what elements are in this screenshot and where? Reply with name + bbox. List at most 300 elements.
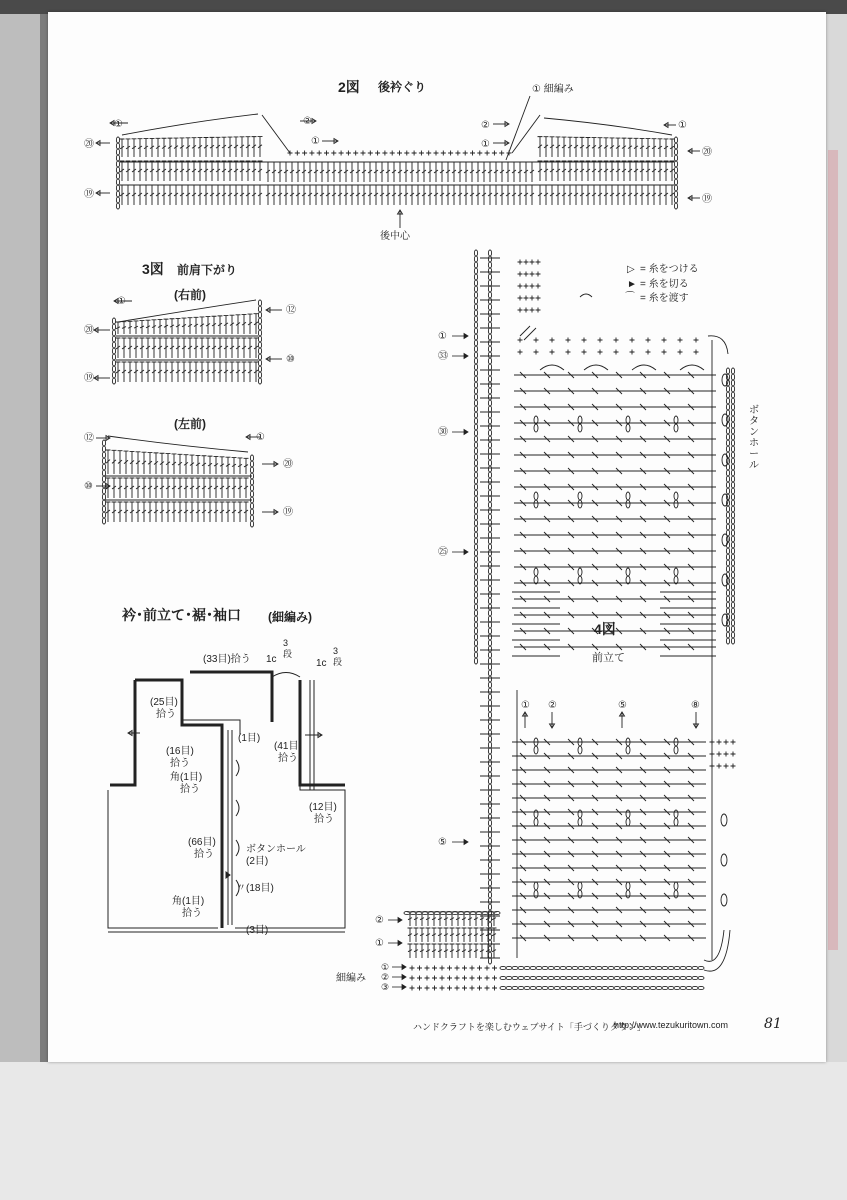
fig4-row-label: ㉚ <box>438 427 448 438</box>
dc-cluster <box>578 890 582 898</box>
chain-stitch <box>731 560 734 566</box>
chain-stitch <box>258 348 261 354</box>
chain-stitch <box>554 976 560 979</box>
chain-stitch <box>488 940 491 946</box>
chain-stitch <box>488 256 491 262</box>
single-crochet-symbol <box>524 284 529 289</box>
chain-stitch <box>488 574 491 580</box>
collar-label: 拾う <box>278 753 298 764</box>
dc-cluster <box>674 818 678 826</box>
collar-label: (2目) <box>246 856 269 867</box>
chain-stitch <box>650 976 656 979</box>
double-crochet-symbol <box>170 319 175 334</box>
chain-stitch <box>474 490 477 496</box>
chain-stitch <box>488 634 491 640</box>
double-crochet-symbol <box>186 185 191 205</box>
single-crochet-symbol <box>492 986 497 991</box>
double-crochet-symbol <box>574 185 579 205</box>
chain-stitch <box>474 640 477 646</box>
double-crochet-symbol <box>218 316 223 334</box>
chain-stitch <box>686 976 692 979</box>
chain-stitch <box>488 514 491 520</box>
neck-edge <box>262 115 290 153</box>
fig2-row-label: ① <box>678 120 687 131</box>
fig2-title: 2図 <box>338 79 360 95</box>
fig2-inner-label: ② <box>481 120 490 131</box>
double-crochet-symbol <box>518 162 523 182</box>
chain-stitch <box>488 580 491 586</box>
chain-stitch <box>726 548 729 554</box>
chain-stitch <box>674 161 677 167</box>
single-crochet-symbol <box>447 976 452 981</box>
double-crochet-symbol <box>112 502 117 522</box>
buttonhole-curve <box>236 760 239 896</box>
chain-stitch <box>112 354 115 360</box>
chain-stitch <box>726 392 729 398</box>
chain-stitch <box>548 966 554 969</box>
chain-stitch <box>474 346 477 352</box>
double-crochet-symbol <box>524 162 529 182</box>
double-crochet-symbol <box>604 185 609 205</box>
fig4-arrow-label: ⑤ <box>618 700 627 711</box>
chain-stitch <box>590 976 596 979</box>
chain-stitch <box>488 532 491 538</box>
dc-cluster <box>578 424 582 432</box>
chain-stitch <box>488 934 491 940</box>
fig2-row-label: ⑲ <box>84 189 94 200</box>
chain-stitch <box>488 838 491 844</box>
double-crochet-symbol <box>216 161 221 181</box>
double-crochet-symbol <box>166 502 171 522</box>
dc-cluster <box>674 568 678 576</box>
dc-cluster <box>534 882 538 890</box>
chain-stitch <box>488 412 491 418</box>
chain-stitch <box>116 161 119 167</box>
chain-stitch <box>488 922 491 928</box>
double-crochet-symbol <box>538 161 543 181</box>
chain-stitch <box>572 976 578 979</box>
double-crochet-symbol <box>204 161 209 181</box>
double-crochet-symbol <box>194 338 199 358</box>
double-crochet-symbol <box>124 478 129 498</box>
double-crochet-symbol <box>212 338 217 358</box>
double-crochet-symbol <box>470 185 475 205</box>
double-crochet-symbol <box>222 161 227 181</box>
chain-stitch <box>474 424 477 430</box>
double-crochet-symbol <box>308 162 313 182</box>
legend-chain-icon <box>580 294 592 297</box>
chain-stitch <box>524 976 530 979</box>
single-crochet-symbol <box>530 284 535 289</box>
chain-stitch <box>731 380 734 386</box>
chain-stitch <box>474 286 477 292</box>
double-crochet-symbol <box>302 185 307 205</box>
double-crochet-symbol <box>148 502 153 522</box>
chain-stitch <box>560 966 566 969</box>
single-crochet-symbol <box>492 151 497 156</box>
double-crochet-symbol <box>278 185 283 205</box>
double-crochet-symbol <box>128 321 133 334</box>
double-crochet-symbol <box>208 502 213 522</box>
double-crochet-symbol <box>428 185 433 205</box>
chain-stitch <box>474 598 477 604</box>
chain-stitch <box>488 640 491 646</box>
chain-stitch <box>584 986 590 989</box>
single-crochet-symbol <box>717 740 722 745</box>
chain-stitch <box>112 348 115 354</box>
double-crochet-symbol <box>426 928 431 942</box>
chain-stitch <box>488 826 491 832</box>
chain-stitch <box>488 388 491 394</box>
chain-stitch <box>731 392 734 398</box>
double-crochet-symbol <box>524 185 529 205</box>
chain-stitch <box>726 554 729 560</box>
single-crochet-symbol <box>492 966 497 971</box>
chain-stitch <box>488 832 491 838</box>
shoulder-edge <box>122 114 258 135</box>
shoulder-edge <box>544 118 672 135</box>
single-crochet-symbol <box>417 986 422 991</box>
double-crochet-symbol <box>616 185 621 205</box>
single-crochet-symbol <box>530 296 535 301</box>
chain-stitch <box>488 952 491 958</box>
chain-stitch <box>488 250 491 256</box>
row-arrow-head <box>402 985 406 990</box>
buttonhole-loop <box>722 574 728 586</box>
chain-stitch <box>572 986 578 989</box>
double-crochet-symbol <box>172 502 177 522</box>
double-crochet-symbol <box>160 478 165 498</box>
single-crochet-symbol <box>536 308 541 313</box>
double-crochet-symbol <box>198 138 203 157</box>
chain-stitch <box>250 521 253 527</box>
chain-stitch <box>731 614 734 620</box>
chain-stitch <box>731 566 734 572</box>
chain-stitch <box>731 554 734 560</box>
chain-stitch <box>542 986 548 989</box>
single-crochet-symbol <box>417 976 422 981</box>
chain-stitch <box>488 538 491 544</box>
double-crochet-symbol <box>218 362 223 382</box>
double-crochet-symbol <box>240 185 245 205</box>
footer-site-text: ハンドクラフトを楽しむウェブサイト「手づくりタウン」 <box>413 1022 646 1032</box>
double-crochet-symbol <box>192 161 197 181</box>
collar-label: 3段 <box>283 638 293 659</box>
page-number: 81 <box>764 1016 782 1032</box>
chain-stitch <box>474 562 477 568</box>
fig3-left-front-chart <box>96 432 278 528</box>
single-crochet-symbol <box>390 151 395 156</box>
fig4-bottom-row: ③ <box>381 982 390 992</box>
chain-stitch <box>474 250 477 256</box>
double-crochet-symbol <box>226 457 231 474</box>
fig2-row-label: ① <box>114 119 123 130</box>
chain-stitch <box>116 191 119 197</box>
chain-stitch <box>726 482 729 488</box>
double-crochet-symbol <box>610 161 615 181</box>
double-crochet-symbol <box>438 944 443 958</box>
double-crochet-symbol <box>202 502 207 522</box>
chain-stitch <box>668 966 674 969</box>
chain-stitch <box>474 604 477 610</box>
fig3-row-label: ⑩ <box>286 354 295 365</box>
double-crochet-symbol <box>474 928 479 942</box>
chain-stitch <box>488 490 491 496</box>
double-crochet-symbol <box>130 451 135 474</box>
single-crochet-symbol <box>724 764 729 769</box>
chain-stitch <box>680 986 686 989</box>
single-crochet-symbol <box>678 350 683 355</box>
chain-stitch <box>650 986 656 989</box>
chain-stitch <box>488 310 491 316</box>
chain-stitch <box>488 856 491 862</box>
dc-cluster <box>626 500 630 508</box>
double-crochet-symbol <box>204 185 209 205</box>
double-crochet-symbol <box>628 161 633 181</box>
pointer-line <box>506 96 530 160</box>
collar-label: 3段 <box>333 646 343 667</box>
chain-stitch <box>474 376 477 382</box>
double-crochet-symbol <box>550 137 555 157</box>
double-crochet-symbol <box>598 185 603 205</box>
double-crochet-symbol <box>166 454 171 474</box>
double-crochet-symbol <box>146 320 151 334</box>
single-crochet-symbol <box>724 752 729 757</box>
buttonhole-loop <box>722 534 728 546</box>
double-crochet-symbol <box>228 161 233 181</box>
chain-stitch <box>698 986 704 989</box>
double-crochet-symbol <box>658 161 663 181</box>
double-crochet-symbol <box>220 457 225 474</box>
double-crochet-symbol <box>176 362 181 382</box>
double-crochet-symbol <box>234 185 239 205</box>
chain-stitch <box>474 484 477 490</box>
fig3-row-label: ① <box>117 296 126 307</box>
double-crochet-symbol <box>126 139 131 157</box>
chain-stitch <box>488 400 491 406</box>
buttonhole-loop <box>722 454 728 466</box>
double-crochet-symbol <box>428 162 433 182</box>
fig2-subtitle: 後衿ぐり <box>378 80 427 94</box>
double-crochet-symbol <box>116 338 121 358</box>
chain-stitch <box>488 808 491 814</box>
double-crochet-symbol <box>362 162 367 182</box>
dc-cluster <box>534 890 538 898</box>
double-crochet-symbol <box>368 162 373 182</box>
single-crochet-symbol <box>485 986 490 991</box>
chain-stitch <box>474 280 477 286</box>
chain-stitch <box>674 167 677 173</box>
chain-stitch <box>258 330 261 336</box>
fig4-row-label: ㉝ <box>438 351 448 362</box>
dc-cluster <box>578 818 582 826</box>
buttonhole-loop <box>722 414 728 426</box>
double-crochet-symbol <box>586 161 591 181</box>
double-crochet-symbol <box>200 317 205 334</box>
chain-stitch <box>488 394 491 400</box>
chain-stitch <box>474 556 477 562</box>
dc-cluster <box>674 424 678 432</box>
double-crochet-symbol <box>240 161 245 181</box>
chain-stitch <box>731 404 734 410</box>
chain-stitch <box>488 442 491 448</box>
chain-stitch <box>731 428 734 434</box>
chain-stitch <box>116 167 119 173</box>
single-crochet-symbol <box>550 338 555 343</box>
chain-stitch <box>518 986 524 989</box>
fig3-subtitle: 前肩下がり <box>177 263 238 277</box>
single-crochet-symbol <box>410 966 415 971</box>
chain-stitch <box>488 862 491 868</box>
chain-stitch <box>488 502 491 508</box>
chain-stitch <box>474 340 477 346</box>
chain-stitch <box>474 322 477 328</box>
fig2-center-label: 後中心 <box>380 231 410 242</box>
double-crochet-symbol <box>230 315 235 334</box>
collar-label: 角(1目) <box>170 772 203 783</box>
collar-label: 拾う <box>180 784 200 795</box>
chain-stitch <box>474 652 477 658</box>
chain-stitch <box>731 464 734 470</box>
double-crochet-symbol <box>290 162 295 182</box>
chain-stitch <box>488 376 491 382</box>
double-crochet-symbol <box>188 362 193 382</box>
double-crochet-symbol <box>438 928 443 942</box>
single-crochet-symbol <box>662 338 667 343</box>
chain-stitch <box>638 986 644 989</box>
dc-cluster <box>578 882 582 890</box>
chain-stitch <box>620 976 626 979</box>
double-crochet-symbol <box>156 185 161 205</box>
chain-stitch <box>506 976 512 979</box>
single-crochet-symbol <box>462 976 467 981</box>
double-crochet-symbol <box>272 185 277 205</box>
dc-cluster <box>534 810 538 818</box>
single-crochet-symbol <box>361 151 366 156</box>
chain-stitch <box>446 911 452 914</box>
chain-stitch <box>686 966 692 969</box>
double-crochet-symbol <box>634 161 639 181</box>
double-crochet-symbol <box>136 502 141 522</box>
double-crochet-symbol <box>248 338 253 358</box>
chain-stitch <box>542 976 548 979</box>
chain-stitch <box>512 976 518 979</box>
chain-stitch <box>512 966 518 969</box>
collar-title-note: (細編み) <box>268 610 312 624</box>
chain-stitch <box>488 682 491 688</box>
chain-stitch <box>488 892 491 898</box>
double-crochet-symbol <box>210 185 215 205</box>
chain-stitch <box>258 354 261 360</box>
chain-stitch <box>638 966 644 969</box>
chain-stitch <box>512 986 518 989</box>
chain-stitch <box>488 784 491 790</box>
fig4-row-label: ⑤ <box>438 837 447 848</box>
chain-stitch <box>554 986 560 989</box>
single-crochet-symbol <box>518 308 523 313</box>
chain-stitch <box>474 328 477 334</box>
chain-stitch <box>488 592 491 598</box>
double-crochet-symbol <box>670 139 675 157</box>
chain-stitch <box>488 928 491 934</box>
chain-stitch <box>488 316 491 322</box>
band-outline <box>183 720 240 735</box>
single-crochet-symbol <box>419 151 424 156</box>
chain-stitch <box>410 911 416 914</box>
double-crochet-symbol <box>458 162 463 182</box>
chain-stitch <box>626 986 632 989</box>
double-crochet-symbol <box>272 162 277 182</box>
chain-stitch <box>474 292 477 298</box>
dc-cluster <box>626 568 630 576</box>
chain-stitch <box>518 976 524 979</box>
double-crochet-symbol <box>200 338 205 358</box>
double-crochet-symbol <box>562 137 567 157</box>
row-arrow-head <box>402 975 406 980</box>
double-crochet-symbol <box>494 185 499 205</box>
double-crochet-symbol <box>622 185 627 205</box>
double-crochet-symbol <box>254 338 259 358</box>
double-crochet-symbol <box>244 502 249 522</box>
single-crochet-symbol <box>582 338 587 343</box>
chain-stitch <box>632 976 638 979</box>
chain-stitch <box>474 436 477 442</box>
double-crochet-symbol <box>586 137 591 157</box>
chain-stitch <box>674 976 680 979</box>
double-crochet-symbol <box>462 944 467 958</box>
double-crochet-symbol <box>154 502 159 522</box>
double-crochet-symbol <box>598 138 603 157</box>
band-outline <box>190 672 272 722</box>
double-crochet-symbol <box>216 185 221 205</box>
double-crochet-symbol <box>326 185 331 205</box>
row-arrow-head <box>464 550 468 555</box>
double-crochet-symbol <box>392 185 397 205</box>
double-crochet-symbol <box>106 502 111 522</box>
chain-stitch <box>474 610 477 616</box>
chain-stitch <box>674 179 677 185</box>
double-crochet-symbol <box>178 454 183 474</box>
double-crochet-symbol <box>604 138 609 157</box>
buttonhole-loop <box>721 854 727 866</box>
single-crochet-symbol <box>614 338 619 343</box>
single-crochet-symbol <box>530 308 535 313</box>
chain-stitch <box>542 966 548 969</box>
chain-stitch <box>488 370 491 376</box>
chain-stitch <box>726 512 729 518</box>
double-crochet-symbol <box>152 362 157 382</box>
chain-stitch <box>474 568 477 574</box>
single-crochet-symbol <box>518 338 523 343</box>
fig3-row-label: ⑳ <box>84 325 94 336</box>
double-crochet-symbol <box>134 338 139 358</box>
double-crochet-symbol <box>142 478 147 498</box>
collar-label: (25目) <box>150 697 178 708</box>
double-crochet-symbol <box>326 162 331 182</box>
double-crochet-symbol <box>158 338 163 358</box>
chain-stitch <box>474 388 477 394</box>
double-crochet-symbol <box>244 478 249 498</box>
chain-stitch <box>488 292 491 298</box>
double-crochet-symbol <box>398 185 403 205</box>
chain-stitch <box>488 910 491 916</box>
double-crochet-symbol <box>246 185 251 205</box>
chain-stitch <box>258 336 261 342</box>
chain-stitch <box>726 440 729 446</box>
dc-cluster <box>534 424 538 432</box>
chain-stitch <box>726 524 729 530</box>
double-crochet-symbol <box>174 185 179 205</box>
